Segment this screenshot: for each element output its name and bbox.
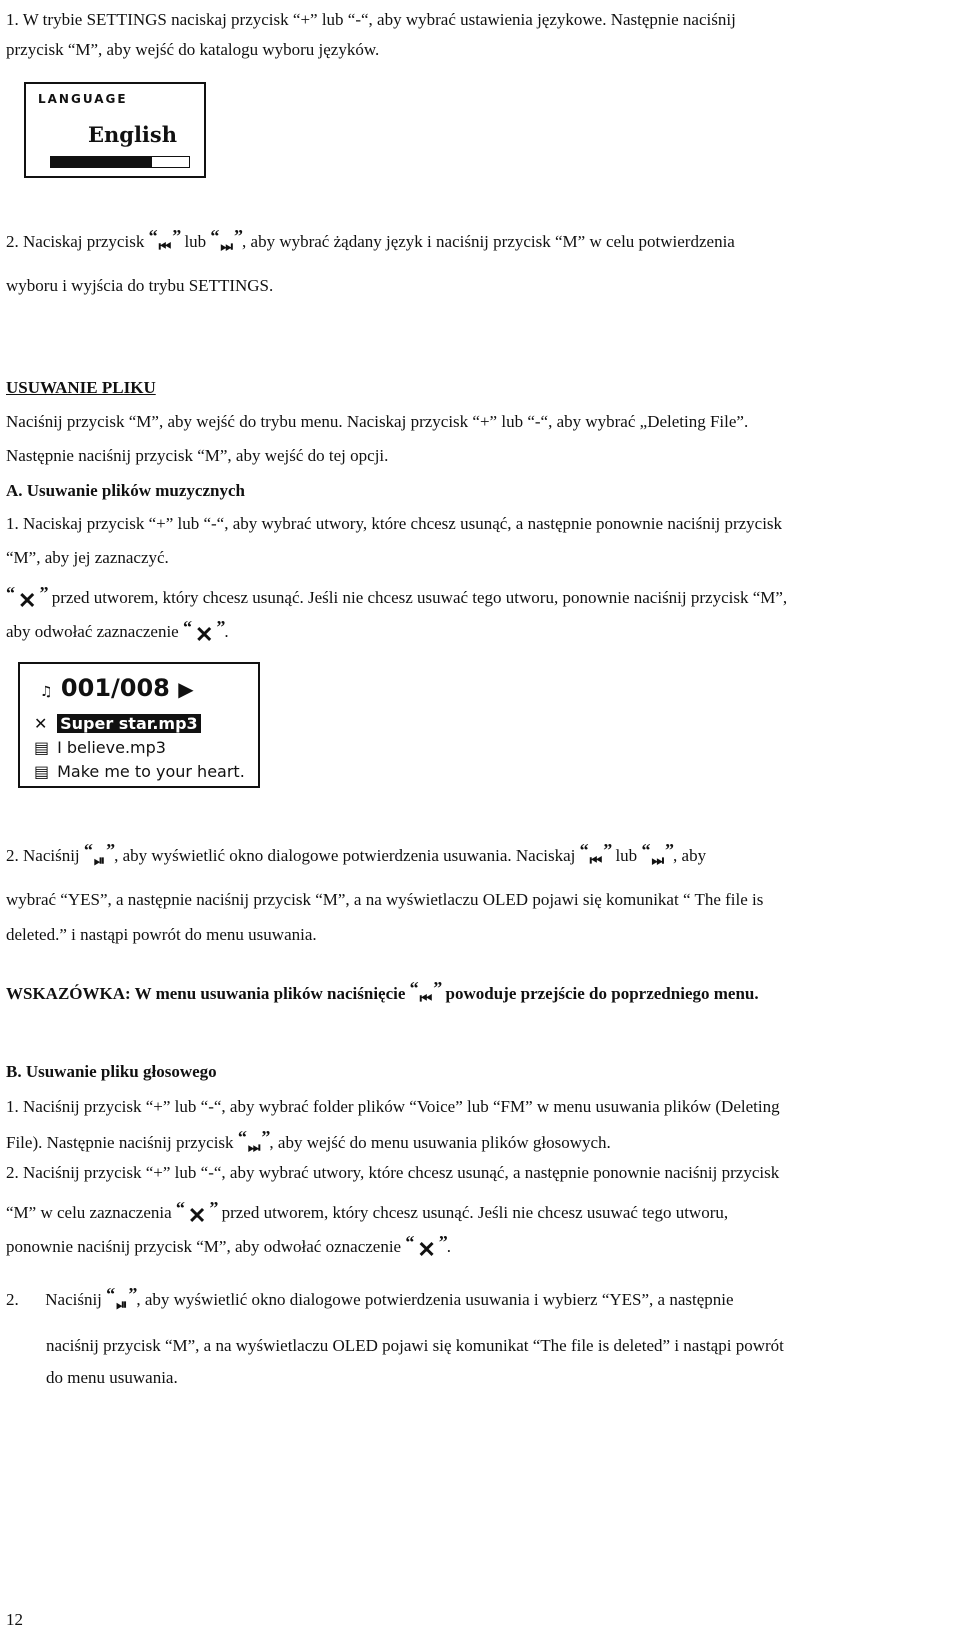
file-name: I believe.mp3 bbox=[57, 738, 166, 757]
step-2-line-2: wyboru i wyjścia do trybu SETTINGS. bbox=[6, 276, 274, 295]
file-counter bbox=[40, 674, 194, 702]
delete-mark-icon: “ ✕ ” bbox=[6, 583, 48, 614]
tip-text-a: WSKAZÓWKA: W menu usuwania plików naciśnięcie bbox=[6, 984, 406, 1003]
subsection-a-title: A. Usuwanie plików muzycznych bbox=[6, 481, 245, 500]
a-step-2-line-2: wybrać “YES”, a następnie naciśnij przycisk “M”, a na wyświetlaczu OLED pojawi się komunikat “ The file is bbox=[6, 890, 764, 909]
file-list-screen bbox=[18, 662, 260, 788]
b-step-1-line-1: 1. Naciśnij przycisk “+” lub “-“, aby wybrać folder plików “Voice” lub “FM” w menu usuwania plików (Deleting bbox=[6, 1097, 780, 1116]
b-step-3-number: 2. bbox=[6, 1290, 19, 1309]
play-pause-icon: “ ⏯ ” bbox=[106, 1284, 137, 1313]
tip-text-b: powoduje przejście do poprzedniego menu. bbox=[445, 984, 759, 1003]
music-icon: ♫ bbox=[40, 684, 53, 700]
a-step-2-text-d: , aby bbox=[673, 846, 707, 865]
file-row-3 bbox=[34, 762, 245, 781]
file-counter-text: 001/008 bbox=[60, 674, 170, 702]
a-step-2-text-c: lub bbox=[615, 846, 638, 865]
b-step-2-text-b: przed utworem, który chcesz usunąć. Jeśli nie chcesz usuwać tego utworu, bbox=[221, 1203, 729, 1222]
language-screen-title: LANGUAGE bbox=[38, 92, 128, 106]
a-step-1-text-end: aby odwołać zaznaczenie bbox=[6, 622, 179, 641]
a-step-1-line-1: 1. Naciskaj przycisk “+” lub “-“, aby wybrać utwory, które chcesz usunąć, a następnie ponownie naciśnij przycisk bbox=[6, 514, 783, 533]
b-step-1-text-b: , aby wejść do menu usuwania plików głosowych. bbox=[269, 1133, 611, 1152]
play-pause-icon: “ ⏯ ” bbox=[83, 840, 115, 869]
page-number: 12 bbox=[6, 1610, 23, 1629]
a-step-1-line-2: “M”, aby jej zaznaczyć. bbox=[6, 548, 169, 567]
next-icon: “ ⏭ ” bbox=[641, 840, 674, 869]
file-row-1 bbox=[34, 714, 201, 733]
next-icon: “ ⏭ ” bbox=[210, 226, 243, 255]
step-2-text-c: , aby wybrać żądany język i naciśnij przycisk “M” w celu potwierdzenia bbox=[242, 232, 735, 251]
b-step-2-text-a: “M” w celu zaznaczenia bbox=[6, 1203, 172, 1222]
next-icon: “ ⏭ ” bbox=[237, 1127, 270, 1156]
a-step-2-text-a: 2. Naciśnij bbox=[6, 846, 80, 865]
file-name: Make me to your heart. bbox=[57, 762, 245, 781]
delete-mark-icon: “ ✕ ” bbox=[405, 1232, 447, 1263]
file-name-selected: Super star.mp3 bbox=[57, 714, 201, 733]
section-title-usuwanie: USUWANIE PLIKU bbox=[6, 378, 156, 397]
b-step-3-line-1 bbox=[6, 1284, 920, 1313]
file-icon: ▤ bbox=[34, 762, 50, 781]
language-progress-bar bbox=[50, 156, 190, 168]
step-2-text-a: 2. Naciskaj przycisk bbox=[6, 232, 145, 251]
language-progress-fill bbox=[51, 157, 152, 167]
a-step-1-text: przed utworem, który chcesz usunąć. Jeśli nie chcesz usuwać tego utworu, ponownie naciśnij przycisk “M”, bbox=[51, 588, 788, 607]
step-1-line-2: przycisk “M”, aby wejść do katalogu wyboru języków. bbox=[6, 40, 380, 59]
b-step-1-line-2 bbox=[6, 1127, 920, 1156]
step-2-text-b: lub bbox=[184, 232, 207, 251]
a-step-2-text-b: , aby wyświetlić okno dialogowe potwierdzenia usuwania. Naciskaj bbox=[114, 846, 576, 865]
b-step-2-line-1: 2. Naciśnij przycisk “+” lub “-“, aby wybrać utwory, które chcesz usunąć, a następnie ponownie naciśnij przycisk bbox=[6, 1163, 780, 1182]
a-step-2-line-3: deleted.” i nastąpi powrót do menu usuwania. bbox=[6, 925, 317, 944]
section-paragraph-2: Następnie naciśnij przycisk “M”, aby wejść do tej opcji. bbox=[6, 446, 389, 465]
file-icon: ▤ bbox=[34, 738, 50, 757]
tip-line bbox=[6, 978, 920, 1007]
prev-icon: “ ⏮ ” bbox=[148, 226, 181, 255]
b-step-3-text-b: , aby wyświetlić okno dialogowe potwierdzenia usuwania i wybierz “YES”, a następnie bbox=[136, 1290, 734, 1309]
prev-icon: “ ⏮ ” bbox=[579, 840, 612, 869]
a-step-1-line-3 bbox=[6, 583, 920, 614]
play-icon: ▶ bbox=[178, 677, 194, 701]
delete-mark-icon: ✕ bbox=[34, 714, 48, 733]
a-step-2-line-1 bbox=[6, 840, 920, 869]
b-step-2-line-2 bbox=[6, 1198, 920, 1229]
b-step-3-line-2: naciśnij przycisk “M”, a na wyświetlaczu OLED pojawi się komunikat “The file is deleted” i nastąpi powrót bbox=[46, 1336, 784, 1355]
delete-mark-icon: “ ✕ ” bbox=[182, 617, 225, 648]
step-1-line-1: 1. W trybie SETTINGS naciskaj przycisk “+” lub “-“, aby wybrać ustawienia językowe. Następnie naciśnij bbox=[6, 10, 736, 29]
b-step-2-line-3: ponownie naciśnij przycisk “M”, aby odwołać oznaczenie “ ✕ ” . bbox=[6, 1232, 452, 1263]
language-screen bbox=[24, 82, 206, 178]
b-step-3-text-a: Naciśnij bbox=[45, 1290, 102, 1309]
b-step-1-text-a: File). Następnie naciśnij przycisk bbox=[6, 1133, 234, 1152]
a-step-1-line-4: aby odwołać zaznaczenie “ ✕ ” . bbox=[6, 617, 229, 648]
step-2-line-1 bbox=[6, 226, 920, 255]
prev-icon: “ ⏮ ” bbox=[409, 978, 442, 1007]
section-paragraph-1: Naciśnij przycisk “M”, aby wejść do trybu menu. Naciskaj przycisk “+” lub “-“, aby wybrać „Deleting File”. bbox=[6, 412, 749, 431]
b-step-2-text-c: ponownie naciśnij przycisk “M”, aby odwołać oznaczenie bbox=[6, 1237, 402, 1256]
b-step-3-line-3: do menu usuwania. bbox=[46, 1368, 178, 1387]
file-row-2 bbox=[34, 738, 166, 757]
language-screen-value: English bbox=[88, 122, 178, 147]
delete-mark-icon: “ ✕ ” bbox=[175, 1198, 218, 1229]
subsection-b-title: B. Usuwanie pliku głosowego bbox=[6, 1062, 217, 1081]
